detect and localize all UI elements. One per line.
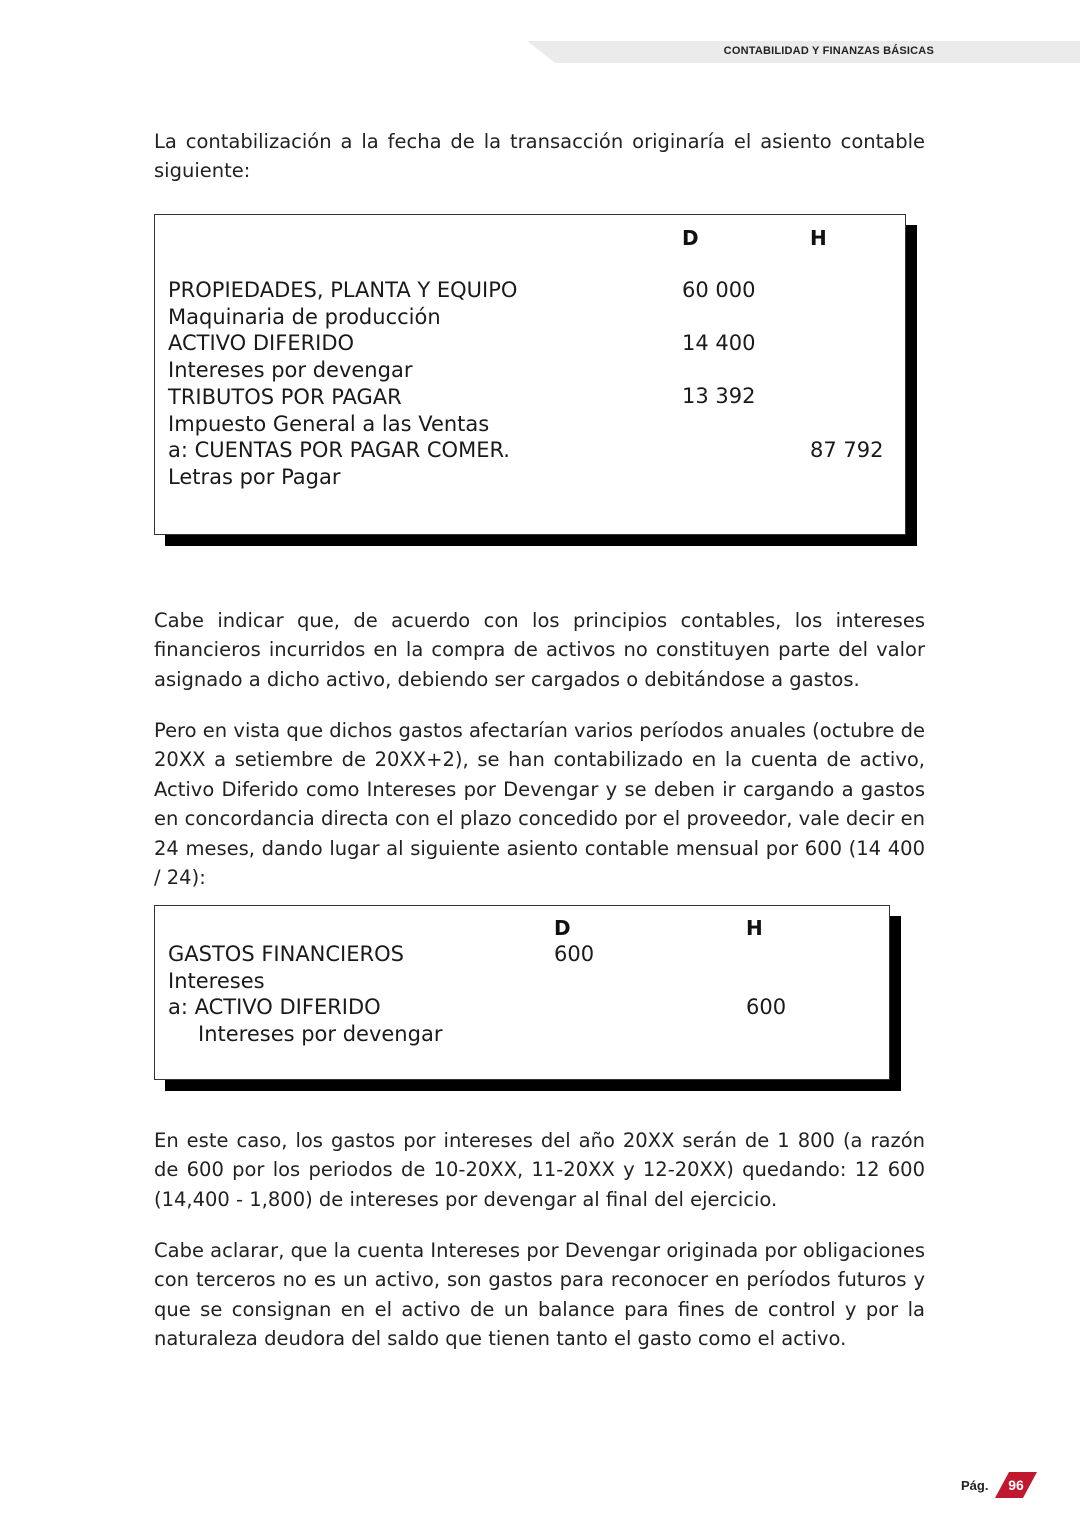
- paragraph-principles: Cabe indicar que, de acuerdo con los principios contables, los intereses financieros incurridos en la compra de activos no constituyen parte del valor asignado a dicho activo, debiendo ser cargados o debitándose a gastos.: [154, 609, 925, 691]
- page-number: 96: [1008, 1477, 1024, 1493]
- account-line: Impuesto General a las Ventas: [168, 411, 490, 436]
- debit-amount: 13 392: [682, 384, 756, 408]
- journal-entry-1: [154, 214, 906, 535]
- credit-amount: 600: [746, 995, 787, 1019]
- paragraph-intro: La contabilización a la fecha de la transacción originaría el asiento contable siguiente:: [154, 130, 925, 183]
- debit-header: D: [554, 916, 571, 940]
- account-line: Intereses por devengar: [168, 358, 413, 383]
- journal-entry-2: [154, 905, 890, 1080]
- account-line: TRIBUTOS POR PAGAR: [168, 384, 402, 409]
- journal-entry-2-accounts: [168, 941, 442, 1048]
- paragraph-interest-year: En este caso, los gastos por intereses del año 20XX serán de 1 800 (a razón de 600 por los periodos de 10-20XX, 11-20XX y 12-20XX) quedando: 12 600 (14,400 - 1,800) de intereses por devengar al final del ejercicio.: [154, 1129, 925, 1211]
- account-line: Intereses: [168, 968, 265, 993]
- debit-header: D: [682, 226, 699, 250]
- page-label: Pág.: [961, 1478, 989, 1493]
- account-line: Intereses por devengar: [198, 1022, 443, 1047]
- account-line: Letras por Pagar: [168, 464, 341, 489]
- account-line: a: ACTIVO DIFERIDO: [168, 995, 381, 1020]
- account-line: Maquinaria de producción: [168, 304, 441, 329]
- journal-entry-1-accounts: [168, 277, 517, 491]
- debit-amount: 60 000: [682, 278, 756, 302]
- account-line: GASTOS FINANCIEROS: [168, 942, 404, 966]
- credit-header: H: [746, 916, 763, 940]
- account-line: PROPIEDADES, PLANTA Y EQUIPO: [168, 278, 518, 302]
- running-header: CONTABILIDAD Y FINANZAS BÁSICAS: [723, 45, 934, 57]
- debit-amount: 600: [554, 942, 595, 966]
- credit-header: H: [810, 226, 827, 250]
- paragraph-clarification: Cabe aclarar, que la cuenta Intereses por Devengar originada por obligaciones con terceros no es un activo, son gastos para reconocer en períodos futuros y que se consignan en el activo de un balance para fines de control y por la naturaleza deudora del saldo que tienen tanto el gasto como el activo.: [154, 1239, 925, 1351]
- paragraph-deferral: Pero en vista que dichos gastos afectarían varios períodos anuales (octubre de 20XX a setiembre de 20XX+2), se han contabilizado en la cuenta de activo, Activo Diferido como Intereses por Devengar y se deben ir cargando a gastos en concordancia directa con el plazo concedido por el proveedor, vale decir en 24 meses, dando lugar al siguiente asiento contable mensual por 600 (14 400 / 24):: [154, 719, 925, 890]
- credit-amount: 87 792: [810, 438, 884, 462]
- account-line: ACTIVO DIFERIDO: [168, 331, 355, 356]
- debit-amount: 14 400: [682, 331, 756, 355]
- account-line: a: CUENTAS POR PAGAR COMER.: [168, 438, 510, 463]
